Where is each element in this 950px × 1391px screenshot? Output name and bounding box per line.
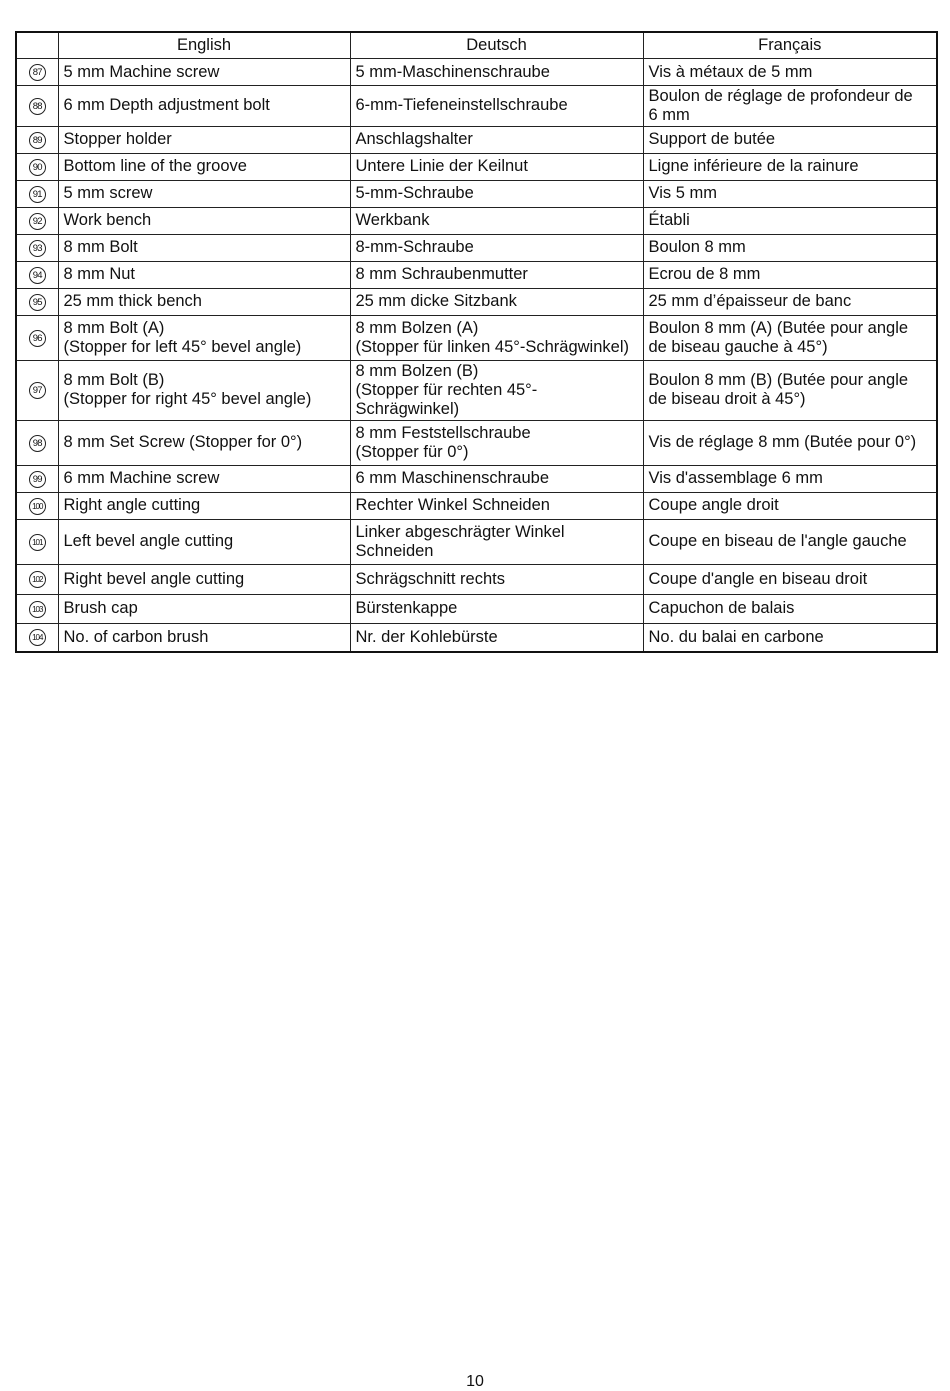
deutsch-cell-text: Bürstenkappe [355,599,458,618]
part-number-cell [16,288,58,315]
francais-cell [643,234,937,261]
english-cell-text: 8 mm Bolt (B) (Stopper for right 45° bevel angle) [63,371,312,409]
part-number-badge: 102 [29,571,46,588]
part-number-badge: 91 [29,186,46,203]
francais-cell-text: Ligne inférieure de la rainure [648,157,859,176]
table-row [16,360,937,420]
part-number-badge: 87 [29,64,46,81]
part-number-badge: 101 [29,534,46,551]
table-row [16,288,937,315]
francais-cell-text: Boulon 8 mm (A) (Butée pour angle de biseau gauche à 45°) [648,318,909,356]
english-cell [58,594,350,623]
francais-cell-text: No. du balai en carbone [648,628,824,647]
francais-cell [643,492,937,519]
part-number-badge: 93 [29,240,46,257]
deutsch-cell [350,465,643,492]
deutsch-cell [350,180,643,207]
part-number-cell [16,180,58,207]
part-number-badge: 103 [29,601,46,618]
english-cell-text: Right angle cutting [63,496,201,515]
deutsch-cell [350,360,643,420]
english-cell [58,360,350,420]
header-deutsch: Deutsch [350,32,643,59]
francais-cell [643,86,937,127]
english-cell-text: 25 mm thick bench [63,292,202,311]
english-cell [58,234,350,261]
francais-cell [643,261,937,288]
francais-cell-text: Capuchon de balais [648,599,795,618]
english-cell-text: 5 mm Machine screw [63,62,220,81]
english-cell-text: Bottom line of the groove [63,157,247,176]
deutsch-cell-text: Schrägschnitt rechts [355,569,505,588]
deutsch-cell-text: 8 mm Schraubenmutter [355,265,528,284]
deutsch-cell [350,234,643,261]
deutsch-cell-text: Linker abgeschrägter Winkel Schneiden [355,522,565,560]
english-cell-text: Left bevel angle cutting [63,532,234,551]
part-number-cell [16,360,58,420]
deutsch-cell [350,315,643,360]
header-francais: Français [643,32,937,59]
deutsch-cell-text: 8 mm Bolzen (A) (Stopper für linken 45°-Schrägwinkel) [355,318,629,356]
table-body [16,59,937,653]
francais-cell-text: Ecrou de 8 mm [648,265,761,284]
english-cell [58,564,350,594]
part-number-cell [16,492,58,519]
deutsch-cell [350,420,643,465]
english-cell-text: 8 mm Nut [63,265,136,284]
deutsch-cell [350,126,643,153]
francais-cell-text: Vis de réglage 8 mm (Butée pour 0°) [648,433,917,452]
table-row [16,315,937,360]
page-number: 10 [466,1373,484,1390]
table-row [16,623,937,652]
parts-translation-table [15,31,938,653]
part-number-cell [16,59,58,86]
part-number-badge: 94 [29,267,46,284]
part-number-badge: 99 [29,471,46,488]
header-english: English [58,32,350,59]
english-cell-text: Brush cap [63,599,138,618]
part-number-cell [16,126,58,153]
table-row [16,86,937,127]
francais-cell-text: Boulon de réglage de profondeur de 6 mm [648,87,913,124]
deutsch-cell-text: Anschlagshalter [355,130,473,149]
francais-cell [643,315,937,360]
deutsch-cell-text: Werkbank [355,211,430,230]
deutsch-cell-text: Nr. der Kohlebürste [355,628,498,647]
francais-cell [643,594,937,623]
deutsch-cell [350,492,643,519]
english-cell [58,420,350,465]
english-cell [58,288,350,315]
deutsch-cell [350,153,643,180]
francais-cell-text: Support de butée [648,130,776,149]
english-cell [58,180,350,207]
francais-cell [643,207,937,234]
francais-cell-text: Coupe angle droit [648,496,779,515]
table-row [16,465,937,492]
table-row [16,519,937,564]
deutsch-cell [350,288,643,315]
english-cell-text: 5 mm screw [63,184,153,203]
english-cell [58,623,350,652]
table-row [16,180,937,207]
francais-cell-text: Vis 5 mm [648,184,717,203]
francais-cell [643,126,937,153]
francais-cell [643,465,937,492]
francais-cell-text: Vis d'assemblage 6 mm [648,469,823,488]
table-row [16,564,937,594]
part-number-cell [16,86,58,127]
english-cell-text: 6 mm Depth adjustment bolt [63,96,270,115]
francais-cell-text: Boulon 8 mm (B) (Butée pour angle de biseau droit à 45°) [648,371,909,409]
english-cell [58,153,350,180]
table-row [16,234,937,261]
francais-cell-text: Coupe en biseau de l'angle gauche [648,532,907,551]
part-number-cell [16,594,58,623]
deutsch-cell-text: Untere Linie der Keilnut [355,157,528,176]
part-number-badge: 97 [29,382,46,399]
deutsch-cell-text: 6 mm Maschinenschraube [355,469,550,488]
table-row [16,126,937,153]
francais-cell [643,180,937,207]
english-cell-text: 6 mm Machine screw [63,469,220,488]
part-number-badge: 96 [29,330,46,347]
deutsch-cell-text: 25 mm dicke Sitzbank [355,292,517,311]
part-number-cell [16,420,58,465]
english-cell-text: Right bevel angle cutting [63,569,245,588]
header-number [16,32,58,59]
deutsch-cell [350,261,643,288]
english-cell [58,492,350,519]
table-row [16,261,937,288]
english-cell [58,261,350,288]
francais-cell [643,288,937,315]
part-number-cell [16,207,58,234]
english-cell [58,519,350,564]
francais-cell [643,153,937,180]
table-row [16,492,937,519]
deutsch-cell [350,594,643,623]
francais-cell [643,420,937,465]
english-cell-text: No. of carbon brush [63,628,209,647]
part-number-badge: 100 [29,498,46,515]
francais-cell-text: 25 mm d’épaisseur de banc [648,292,852,311]
deutsch-cell [350,59,643,86]
english-cell-text: Work bench [63,211,152,230]
english-cell-text: 8 mm Bolt [63,238,138,257]
deutsch-cell-text: 8 mm Bolzen (B) (Stopper für rechten 45°-Schrägwinkel) [355,361,538,418]
part-number-cell [16,623,58,652]
english-cell-text: 8 mm Set Screw (Stopper for 0°) [63,433,303,452]
english-cell [58,59,350,86]
francais-cell [643,519,937,564]
deutsch-cell-text: 8-mm-Schraube [355,238,474,257]
part-number-cell [16,153,58,180]
francais-cell [643,623,937,652]
english-cell-text: 8 mm Bolt (A) (Stopper for left 45° bevel angle) [63,318,302,356]
part-number-cell [16,519,58,564]
english-cell-text: Stopper holder [63,130,172,149]
part-number-badge: 89 [29,132,46,149]
deutsch-cell [350,623,643,652]
table-row [16,420,937,465]
deutsch-cell-text: 8 mm Feststellschraube (Stopper für 0°) [355,423,531,461]
english-cell [58,207,350,234]
part-number-badge: 90 [29,159,46,176]
english-cell [58,315,350,360]
deutsch-cell [350,564,643,594]
deutsch-cell-text: 6-mm-Tiefeneinstellschraube [355,96,568,115]
francais-cell-text: Établi [648,211,690,230]
part-number-cell [16,234,58,261]
francais-cell-text: Vis à métaux de 5 mm [648,62,813,81]
table-header-row [16,32,937,59]
part-number-badge: 92 [29,213,46,230]
part-number-cell [16,261,58,288]
part-number-badge: 88 [29,98,46,115]
part-number-cell [16,564,58,594]
deutsch-cell-text: 5-mm-Schraube [355,184,474,203]
part-number-cell [16,315,58,360]
deutsch-cell [350,519,643,564]
deutsch-cell-text: 5 mm-Maschinenschraube [355,62,550,81]
part-number-badge: 104 [29,629,46,646]
part-number-cell [16,465,58,492]
francais-cell [643,564,937,594]
francais-cell-text: Boulon 8 mm [648,238,746,257]
part-number-badge: 98 [29,435,46,452]
english-cell [58,465,350,492]
english-cell [58,86,350,127]
table-row [16,59,937,86]
deutsch-cell [350,86,643,127]
francais-cell [643,360,937,420]
english-cell [58,126,350,153]
deutsch-cell [350,207,643,234]
part-number-badge: 95 [29,294,46,311]
table-row [16,594,937,623]
deutsch-cell-text: Rechter Winkel Schneiden [355,496,550,515]
table-row [16,207,937,234]
francais-cell-text: Coupe d'angle en biseau droit [648,569,868,588]
francais-cell [643,59,937,86]
table-row [16,153,937,180]
